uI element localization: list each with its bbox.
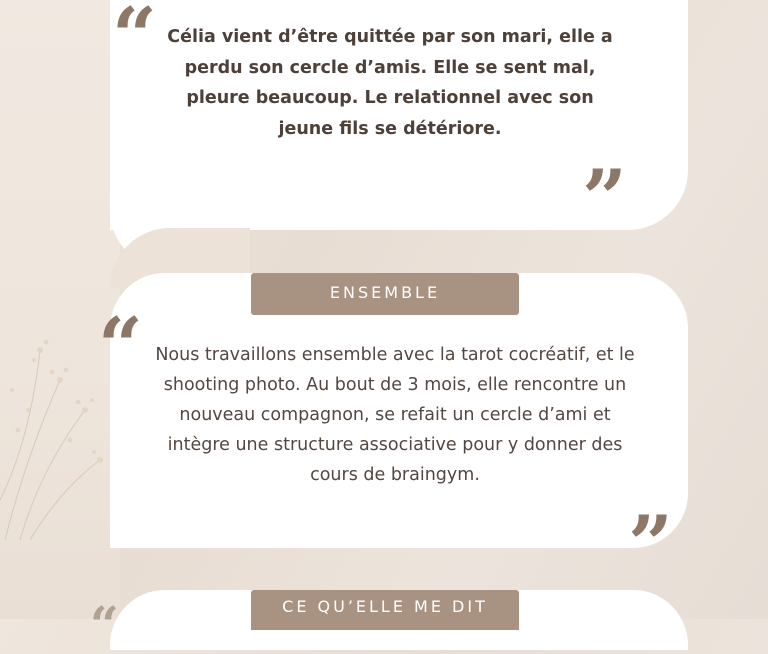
testimonial-text-ensemble: Nous travaillons ensemble avec la tarot cocréatif, et le shooting photo. Au bout de 3 mois, elle rencontre un nouveau compagnon, se refait un cercle d’ami et intègre une structure associative pour y donner des cours de braingym. (155, 345, 635, 485)
section-label-feedback: CE QU’ELLE ME DIT (251, 590, 519, 630)
section-label-ensemble: ENSEMBLE (251, 273, 519, 315)
open-quote-icon: “ (98, 301, 143, 392)
testimonial-text-situation: Célia vient d’être quittée par son mari, elle a perdu son cercle d’amis. Elle se sent mal, pleure beaucoup. Le relationnel avec son jeune fils se détériore. (167, 27, 613, 139)
dried-flowers-decoration (0, 320, 110, 540)
close-quote-icon: ” (628, 499, 673, 590)
open-quote-icon: “ (112, 0, 157, 82)
open-quote-icon: “ (90, 595, 119, 654)
close-quote-icon: ” (582, 153, 627, 244)
